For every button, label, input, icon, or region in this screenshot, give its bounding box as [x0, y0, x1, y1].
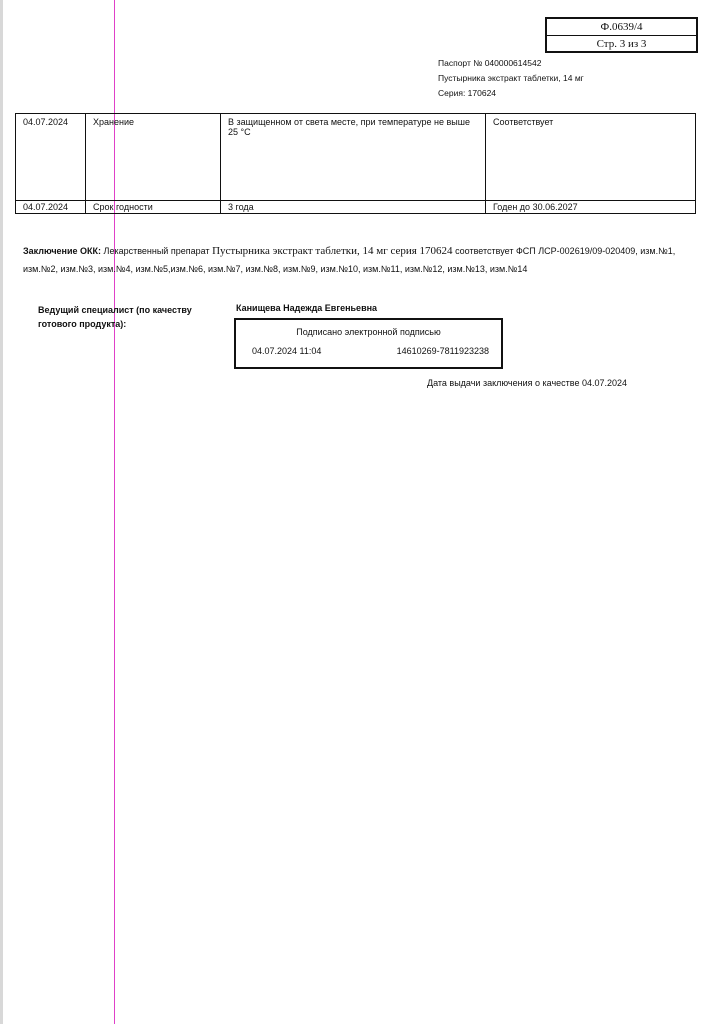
qc-conclusion: [23, 242, 683, 278]
table-row: [16, 114, 696, 201]
table-row: [16, 201, 696, 214]
row-result: Годен до 30.06.2027: [486, 201, 696, 214]
issue-date: Дата выдачи заключения о качестве 04.07.2024: [427, 378, 627, 388]
specialist-role-line: Ведущий специалист (по качеству: [38, 305, 192, 315]
row-parameter: Хранение: [86, 114, 221, 201]
specialist-role: [38, 303, 192, 331]
row-result: Соответствует: [486, 114, 696, 201]
signature-title: Подписано электронной подписью: [296, 327, 441, 337]
page-counter: Стр. 3 из 3: [547, 35, 696, 52]
row-parameter: Срок годности: [86, 201, 221, 214]
specialist-role-line: готового продукта):: [38, 319, 127, 329]
form-code-box: [545, 17, 698, 53]
conclusion-product: Пустырника экстракт таблетки, 14 мг серия 170624: [212, 245, 453, 257]
conclusion-tail: соответствует ФСП ЛСР-002619/09-020409, изм.№1, изм.№2, изм.№3, изм.№4, изм.№5,изм.№6, изм.№7, изм.№8, изм.№9, изм.№10, изм.№11, изм.№12, изм.№13, изм.№14: [23, 246, 676, 274]
row-date: 04.07.2024: [16, 201, 86, 214]
scan-edge: [0, 0, 3, 1024]
form-code: Ф.0639/4: [600, 21, 643, 33]
passport-number: Паспорт № 040000614542: [438, 58, 542, 68]
row-date: 04.07.2024: [16, 114, 86, 201]
row-requirement: 3 года: [221, 201, 486, 214]
signature-code: 14610269-7811923238: [396, 346, 489, 356]
conclusion-label: Заключение ОКК:: [23, 246, 102, 256]
row-requirement: В защищенном от света месте, при температуре не выше 25 °С: [221, 114, 486, 201]
series-number: Серия: 170624: [438, 88, 497, 98]
e-signature-stamp: [234, 318, 503, 369]
specialist-name: Канищева Надежда Евгеньевна: [236, 303, 378, 313]
properties-table: [15, 113, 696, 214]
signature-timestamp: 04.07.2024 11:04: [252, 346, 322, 356]
passport-block: [438, 56, 584, 101]
product-name: Пустырника экстракт таблетки, 14 мг: [438, 73, 584, 83]
conclusion-lead: Лекарственный препарат: [103, 246, 210, 256]
